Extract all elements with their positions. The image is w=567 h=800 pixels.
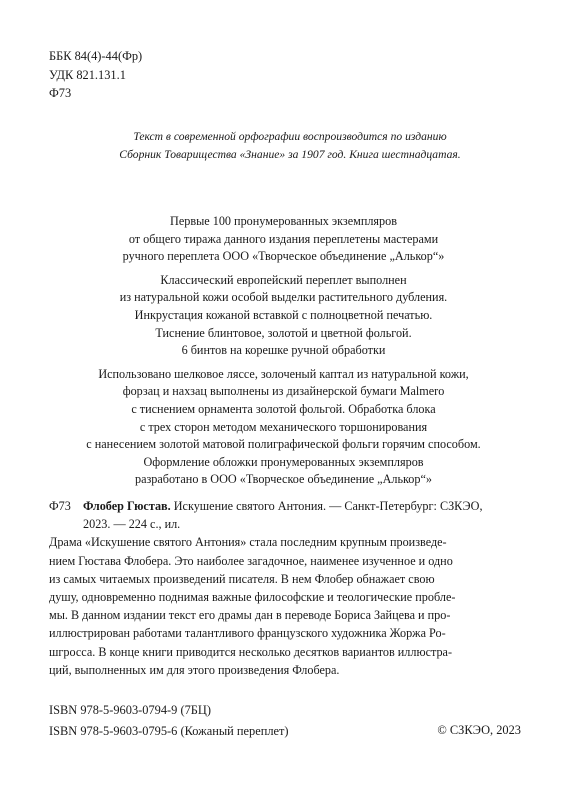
source-note-line: Текст в современной орфографии воспроизводится по изданию: [133, 130, 447, 143]
binding-line: Оформление обложки пронумерованных экземпляров: [143, 454, 424, 469]
binding-line: Первые 100 пронумерованных экземпляров: [170, 214, 397, 228]
catalog-imprint: 2023. — 224 с., ил.: [83, 517, 181, 532]
annotation: [49, 533, 519, 679]
binding-description: [10, 213, 557, 495]
binding-line: с тиснением орнамента золотой фольгой. Обработка блока: [131, 401, 436, 416]
binding-line: Тиснение блинтовое, золотой и цветной фольгой.: [155, 325, 412, 340]
binding-line: с трех сторон методом механического торшонирования: [139, 419, 428, 434]
catalog-heading: [49, 497, 519, 533]
binding-paragraph-edition: [10, 213, 557, 266]
binding-line: от общего тиража данного издания переплетены мастерами: [128, 231, 439, 246]
binding-line: разработано в ООО «Творческое объединение „Алькор“»: [134, 472, 433, 487]
source-note-line: Сборник Товарищества «Знание» за 1907 год. Книга шестнадцатая.: [119, 148, 461, 161]
binding-line: Классический европейский переплет выполнен: [160, 272, 407, 287]
author-mark: Ф73: [49, 86, 72, 100]
catalog-author: Флобер Гюстав.: [83, 499, 171, 513]
catalog-author-mark: Ф73: [49, 499, 71, 513]
binding-line: с нанесением золотой матовой полиграфической фольги горячим способом.: [86, 437, 481, 452]
annotation-line: Драма «Искушение святого Антония» стала последним крупным произведе-: [49, 535, 447, 550]
isbn-line: ISBN 978-5-9603-0794-9 (7БЦ): [49, 703, 211, 717]
catalog-title: Искушение святого Антония. — Санкт-Петербург: СЗКЭО,: [170, 499, 483, 513]
binding-paragraph-materials: [10, 366, 557, 489]
annotation-line: из самых читаемых произведений писателя. В нем Флобер обнажает свою: [49, 571, 435, 586]
binding-line: из натуральной кожи особой выделки растительного дубления.: [119, 290, 448, 305]
binding-line: Инкрустация кожаной вставкой с полноцветной печатью.: [134, 307, 433, 322]
source-edition-note: [60, 128, 520, 164]
binding-line: 6 бинтов на корешке ручной обработки: [181, 343, 386, 358]
isbn-block: [49, 700, 289, 741]
annotation-line: иллюстрирован работами талантливого французского художника Жоржа Ро-: [49, 626, 446, 641]
binding-line: форзац и нахзац выполнены из дизайнерской бумаги Malmero: [122, 384, 445, 399]
annotation-line: нием Гюстава Флобера. Это наиболее загадочное, наименее изученное и одно: [49, 553, 453, 568]
classification-codes: [49, 47, 142, 103]
catalog-title-line: [83, 497, 519, 515]
annotation-line: душу, одновременно поднимая важные философские и теологические пробле-: [49, 590, 456, 605]
copyright-notice: © СЗКЭО, 2023: [437, 723, 521, 737]
bbk-code: ББК 84(4)-44(Фр): [49, 49, 143, 63]
binding-paragraph-cover: [10, 272, 557, 360]
binding-line: Использовано шелковое ляссе, золоченый каптал из натуральной кожи,: [98, 366, 469, 381]
annotation-line: шгросса. В конце книги приводится несколько десятков вариантов иллюстра-: [49, 644, 453, 659]
catalog-record: [49, 497, 519, 679]
udk-code: УДК 821.131.1: [49, 67, 126, 82]
binding-line: ручного переплета ООО «Творческое объединение „Алькор“»: [122, 249, 445, 264]
annotation-line: ций, выполненных им для этого произведения Флобера.: [49, 662, 340, 677]
annotation-line: мы. В данном издании текст его драмы дан в переводе Бориса Зайцева и про-: [49, 608, 451, 623]
isbn-line: ISBN 978-5-9603-0795-6 (Кожаный переплет): [49, 723, 289, 738]
catalog-entry: [83, 497, 519, 533]
